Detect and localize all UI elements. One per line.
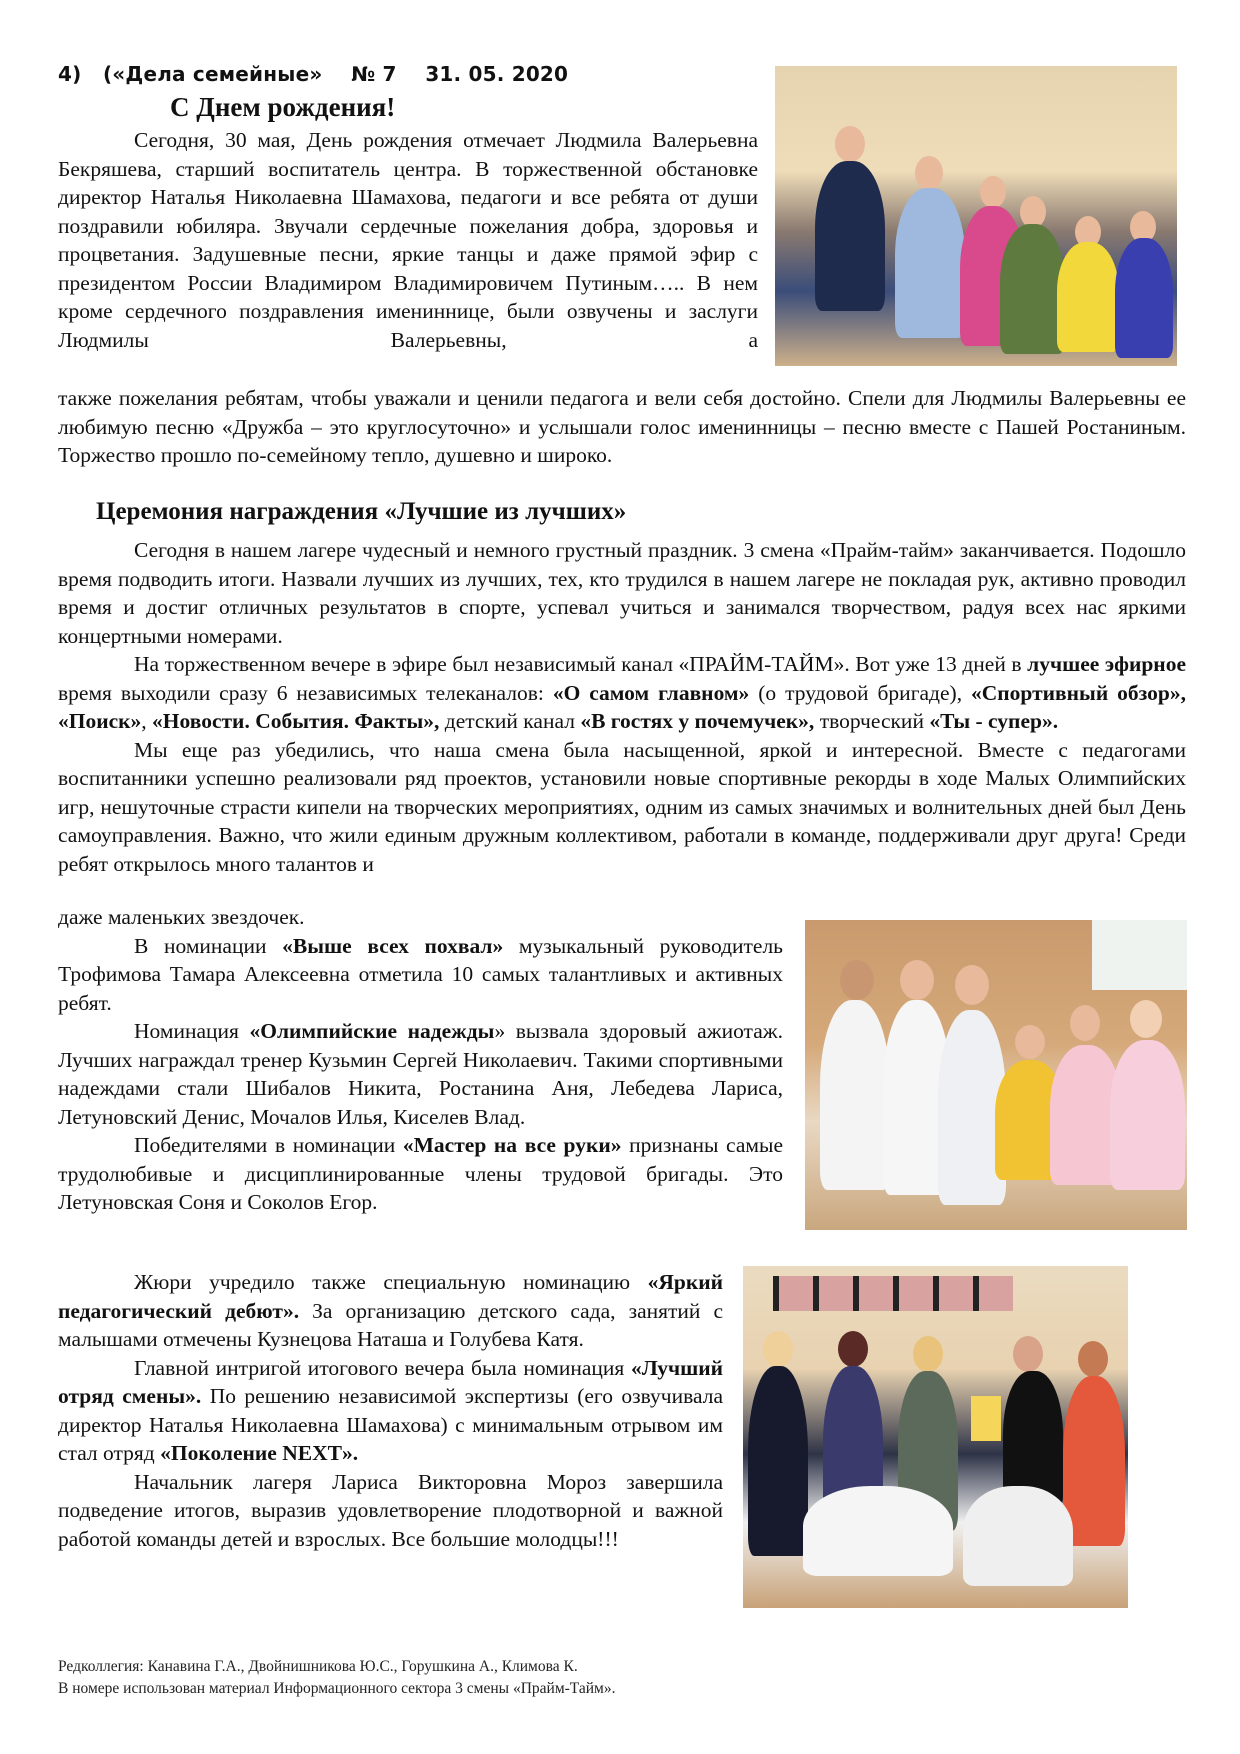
- article2-title: Церемония награждения «Лучшие из лучших»: [96, 498, 627, 525]
- text-run: музыкальный руководитель Трофимова Тамара Алексеевна отметила 10 самых талантливых и активных ребят.: [58, 933, 783, 1015]
- article1-title: С Днем рождения!: [170, 92, 396, 122]
- squad-name: «Поколение NEXT».: [160, 1441, 359, 1465]
- article2-final-nominations: [58, 1268, 723, 1553]
- article1-paragraph-1: Сегодня, 30 мая, День рождения отмечает Людмила Валерьевна Бекряшева, старший воспитатель центра. В торжественной обстановке директор Наталья Николаевна Шамахова, педагоги и все ребята от души поздравили юбиляра. Звучали сердечные пожелания добра, здоровья и процветания. Задушевные песни, яркие танцы и даже прямой эфир с президентом России Владимиром Владимировичем Путиным….. В нем кроме сердечного поздравления имениннице, были озвучены и заслуги Людмилы Валерьевны, а: [58, 128, 758, 352]
- nomination-name: «Олимпийские надежды: [249, 1019, 495, 1043]
- article2-paragraph-1: Сегодня в нашем лагере чудесный и немного грустный праздник. 3 смена «Прайм-тайм» заканчивается. Подошло время подводить итоги. Назвали лучших из лучших, тех, кто трудился в нашем лагере не покладая рук, активно проводил время и достиг отличных результатов в спорте, успевал учиться и занимался творчеством, радуя всех нас яркими концертными номерами.: [58, 538, 1186, 648]
- photo-person: [763, 1331, 793, 1367]
- issue-header: [58, 62, 568, 86]
- article1-body-continued: [58, 384, 1186, 470]
- photo-person: [913, 1336, 943, 1372]
- photo-person: [835, 126, 865, 162]
- photo-film-strip: [773, 1276, 1013, 1311]
- children-performers-photo: [805, 920, 1187, 1230]
- text-run: (о трудовой бригаде),: [749, 680, 972, 705]
- article2-nominations: [58, 903, 783, 1217]
- photo-person: [915, 156, 943, 190]
- article2-paragraph-3: Мы еще раз убедились, что наша смена была насыщенной, яркой и интересной. Вместе с педагогами воспитанники успешно реализовали ряд проектов, установили новые спортивные рекорды в ходе Малых Олимпийских игр, нешуточные страсти кипели на творческих мероприятиях, одним из самых значимых и волнительных дней был День самоуправления. Важно, что жили единым дружным коллективом, работали в команде, поддерживали друг друга! Среди ребят открылось много талантов и: [58, 737, 1186, 876]
- source-note: В номере использован материал Информационного сектора 3 смены «Прайм-Тайм».: [58, 1680, 616, 1697]
- photo-person: [820, 1000, 890, 1190]
- nominations-column: [58, 932, 783, 1217]
- photo-person: [1057, 242, 1119, 352]
- nomination-paragraph: [58, 932, 783, 1018]
- text-run: За организацию детского сада, занятий с малышами отмечены Кузнецова Наташа и Голубева Катя.: [58, 1298, 723, 1351]
- nomination-paragraph: [58, 1354, 723, 1468]
- text-run: детский канал: [439, 709, 581, 733]
- article1-paragraph-1-continued: также пожелания ребятам, чтобы уважали и ценили педагога и вели себя достойно. Спели для Людмилы Валерьевны ее любимую песню «Дружба – это круглосуточно» и услышали голос именинницы – песню вместе с Пашей Ростаниным. Торжество прошло по-семейному тепло, душевно и широко.: [58, 386, 1186, 467]
- photo-person: [955, 965, 989, 1005]
- diploma-icon: [971, 1396, 1001, 1441]
- channel-name: «Новости. События. Факты»,: [152, 709, 440, 733]
- photo-person: [895, 188, 965, 338]
- text-run: На торжественном вечере в эфире был независимый канал «ПРАЙМ-ТАЙМ». Вот уже 13 дней в: [134, 652, 1028, 676]
- text-run: ,: [141, 709, 153, 733]
- award-group-photo: [743, 1266, 1128, 1608]
- text-run: Номинация: [134, 1019, 250, 1043]
- photo-person: [980, 176, 1006, 208]
- nomination-name: «Яркий педагогический дебют».: [58, 1270, 723, 1323]
- photo-person: [900, 960, 934, 1000]
- photo-person: [1013, 1336, 1043, 1372]
- nomination-paragraph: [58, 1268, 723, 1354]
- nomination-name: «Выше всех похвал»: [282, 933, 504, 958]
- closing-paragraph: Начальник лагеря Лариса Викторовна Мороз завершила подведение итогов, выразив удовлетворение плодотворной и важной работой команды детей и взрослых. Все большие молодцы!!!: [58, 1469, 723, 1551]
- photo-screen: [1092, 920, 1187, 990]
- channel-name: «Ты - супер».: [929, 709, 1059, 733]
- photo-kids-front: [803, 1486, 953, 1576]
- text-run: По решению независимой экспертизы (его озвучивала директор Наталья Николаевна Шамахова) с минимальным отрывом им стал отряд: [58, 1384, 723, 1465]
- text-run: время выходили сразу 6 независимых телеканалов:: [58, 680, 553, 705]
- article2-paragraph-2: [58, 650, 1186, 736]
- text-run: В номинации: [134, 933, 283, 958]
- photo-person: [815, 161, 885, 311]
- nomination-name: «Лучший отряд смены».: [58, 1355, 723, 1408]
- text-run: признаны самые трудолюбивые и дисциплинированные члены трудовой бригады. Это Летуновская Соня и Соколов Егор.: [58, 1133, 783, 1214]
- photo-person: [1000, 224, 1065, 354]
- article2-body: [58, 536, 1186, 878]
- nomination-name: «Мастер на все руки»: [402, 1133, 622, 1157]
- footer: [58, 1656, 616, 1700]
- bold-run: лучшее эфирное: [1027, 652, 1186, 676]
- photo-person: [1078, 1341, 1108, 1377]
- photo-person: [840, 960, 874, 1000]
- page-number: 4): [58, 62, 82, 86]
- photo-person: [1015, 1025, 1045, 1059]
- photo-person: [1130, 1000, 1162, 1038]
- issue-date: 31. 05. 2020: [425, 62, 569, 86]
- text-run: Жюри учредило также специальную номинацию: [134, 1270, 648, 1294]
- channel-name: «В гостях у почемучек»,: [580, 709, 815, 733]
- editorial-board: Редколлегия: Канавина Г.А., Двойнишникова Ю.С., Горушкина А., Климова К.: [58, 1658, 578, 1675]
- article1-body: [58, 126, 758, 354]
- nomination-paragraph: [58, 1131, 783, 1217]
- photo-person: [963, 1486, 1073, 1586]
- issue-number: № 7: [351, 62, 397, 86]
- photo-person: [1070, 1005, 1100, 1041]
- nomination-paragraph: [58, 1017, 783, 1131]
- issue-title: («Дела семейные»: [102, 62, 323, 86]
- text-run: творческий: [814, 709, 930, 733]
- photo-person: [838, 1331, 868, 1367]
- photo-person: [1063, 1376, 1125, 1546]
- photo-person: [748, 1366, 808, 1556]
- text-run: Победителями в номинации: [134, 1133, 403, 1157]
- photo-person: [1115, 238, 1173, 358]
- channel-name: «О самом главном»: [552, 680, 750, 705]
- text-run: » вызвала здоровый ажиотаж. Лучших награждал тренер Кузьмин Сергей Николаевич. Такими спортивными надеждами стали Шибалов Никита, Ростанина Аня, Лебедева Лариса, Летуновский Денис, Мочалов Илья, Киселев Влад.: [58, 1019, 783, 1129]
- article2-paragraph-3-end: даже маленьких звездочек.: [58, 905, 305, 929]
- text-run: Главной интригой итогового вечера была номинация: [134, 1355, 631, 1380]
- channel-name: «Спортивный обзор», «Поиск»: [58, 680, 1187, 733]
- photo-person: [1110, 1040, 1185, 1190]
- group-photo-birthday: [775, 66, 1177, 366]
